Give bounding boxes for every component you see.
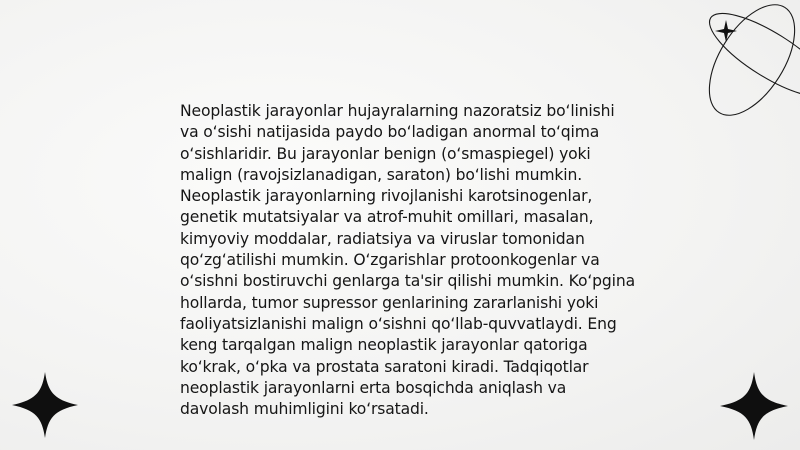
four-point-star-icon <box>718 370 790 442</box>
orbit-sparkle-icon <box>660 0 800 150</box>
body-paragraph: Neoplastik jarayonlar hujayralarning nazoratsiz bo‘linishi va o‘sishi natijasida paydo bo‘ladigan anormal to‘qima o‘sishlaridir. Bu jarayonlar benign (o‘smaspiegel) yoki malign (ravojsizlanadigan, saraton) bo‘lishi mumkin. Neoplastik jarayonlarning rivojlanishi karotsinogenlar, genetik mutatsiyalar va atrof-muhit omillari, masalan, kimyoviy moddalar, radiatsiya va viruslar tomonidan qo‘zg‘atilishi mumkin. O‘zgarishlar protoonkogenlar va o‘sishni bostiruvchi genlarga ta'sir qilishi mumkin. Ko‘pgina hollarda, tumor supressor genlarining zararlanishi yoki faoliyatsizlanishi malign o‘sishni qo‘llab-quvvatlaydi. Eng keng tarqalgan malign neoplastik jarayonlar qatoriga ko‘krak, o‘pka va prostata saratoni kiradi. Tadqiqotlar neoplastik jarayonlarni erta bosqichda aniqlash va davolash muhimligini ko‘rsatadi. <box>180 102 635 419</box>
four-point-star-icon <box>10 370 80 440</box>
